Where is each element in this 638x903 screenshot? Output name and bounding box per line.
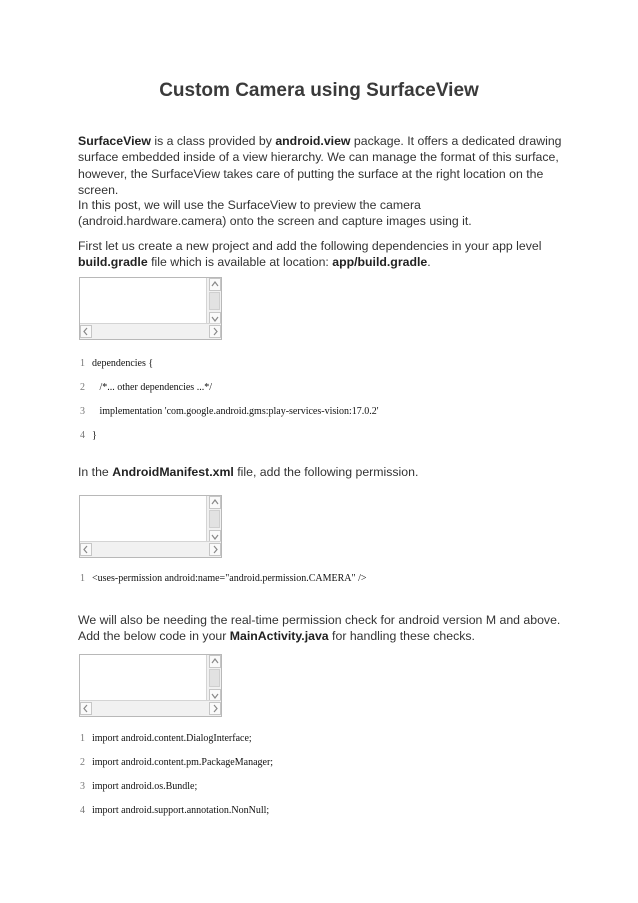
horizontal-scrollbar[interactable] bbox=[80, 700, 221, 716]
scroll-up-arrow-icon[interactable] bbox=[209, 496, 221, 509]
code-frame-gradle bbox=[79, 277, 222, 340]
code-line: 1 import android.content.DialogInterface; bbox=[80, 733, 252, 744]
horizontal-scrollbar[interactable] bbox=[80, 323, 221, 339]
gradle-file-name: build.gradle bbox=[78, 255, 148, 270]
intro-paragraph: SurfaceView is a class provided by android.view package. It offers a dedicated drawing surface embedded inside of a view hierarchy. We can manage the format of this surface, however, the SurfaceView takes care of putting the surface at the right location on the screen. bbox=[78, 134, 562, 197]
code-line: 3 implementation 'com.google.android.gms:play-services-vision:17.0.2' bbox=[80, 406, 379, 417]
scroll-up-arrow-icon[interactable] bbox=[209, 655, 221, 668]
manifest-file-name: AndroidManifest.xml bbox=[112, 465, 234, 479]
manifest-paragraph: In the AndroidManifest.xml file, add the following permission. bbox=[78, 465, 419, 479]
code-line: 2 import android.content.pm.PackageManager; bbox=[80, 757, 274, 768]
code-block-activity bbox=[80, 732, 273, 828]
term-surfaceview: SurfaceView bbox=[78, 134, 151, 148]
vertical-scrollbar[interactable] bbox=[206, 278, 221, 325]
activity-paragraph: We will also be needing the real-time permission check for android version M and above. Add the below code in your MainActivity.java for handling these checks. bbox=[78, 613, 561, 644]
code-frame-activity bbox=[79, 654, 222, 717]
gradle-file-path: app/build.gradle bbox=[332, 255, 428, 270]
page-title: Custom Camera using SurfaceView bbox=[159, 80, 479, 101]
scroll-thumb[interactable] bbox=[209, 510, 220, 528]
scroll-thumb[interactable] bbox=[209, 292, 220, 310]
code-line: 2 /*... other dependencies ...*/ bbox=[80, 382, 212, 393]
code-line: 4 } bbox=[80, 430, 97, 441]
scroll-right-arrow-icon[interactable] bbox=[209, 702, 221, 715]
scroll-up-arrow-icon[interactable] bbox=[209, 278, 221, 291]
preview-paragraph: In this post, we will use the SurfaceView to preview the camera (android.hardware.camera) onto the screen and capture images using it. bbox=[78, 198, 472, 229]
activity-file-name: MainActivity.java bbox=[229, 629, 329, 644]
code-block-manifest bbox=[80, 572, 367, 596]
code-line: 4 import android.support.annotation.NonNull; bbox=[80, 805, 270, 816]
package-name: android.view bbox=[275, 134, 351, 148]
code-block-gradle bbox=[80, 357, 379, 453]
scroll-left-arrow-icon[interactable] bbox=[80, 702, 92, 715]
scroll-right-arrow-icon[interactable] bbox=[209, 543, 221, 556]
scroll-left-arrow-icon[interactable] bbox=[80, 325, 92, 338]
scroll-thumb[interactable] bbox=[209, 669, 220, 687]
scroll-right-arrow-icon[interactable] bbox=[209, 325, 221, 338]
horizontal-scrollbar[interactable] bbox=[80, 541, 221, 557]
code-frame-manifest bbox=[79, 495, 222, 558]
vertical-scrollbar[interactable] bbox=[206, 496, 221, 543]
vertical-scrollbar[interactable] bbox=[206, 655, 221, 702]
scroll-left-arrow-icon[interactable] bbox=[80, 543, 92, 556]
code-line: 1 <uses-permission android:name="android.permission.CAMERA" /> bbox=[80, 573, 367, 584]
code-line: 1 dependencies { bbox=[80, 358, 154, 369]
code-line: 3 import android.os.Bundle; bbox=[80, 781, 198, 792]
gradle-paragraph: First let us create a new project and add the following dependencies in your app level build.gradle file which is available at location: app/build.gradle. bbox=[78, 239, 542, 270]
